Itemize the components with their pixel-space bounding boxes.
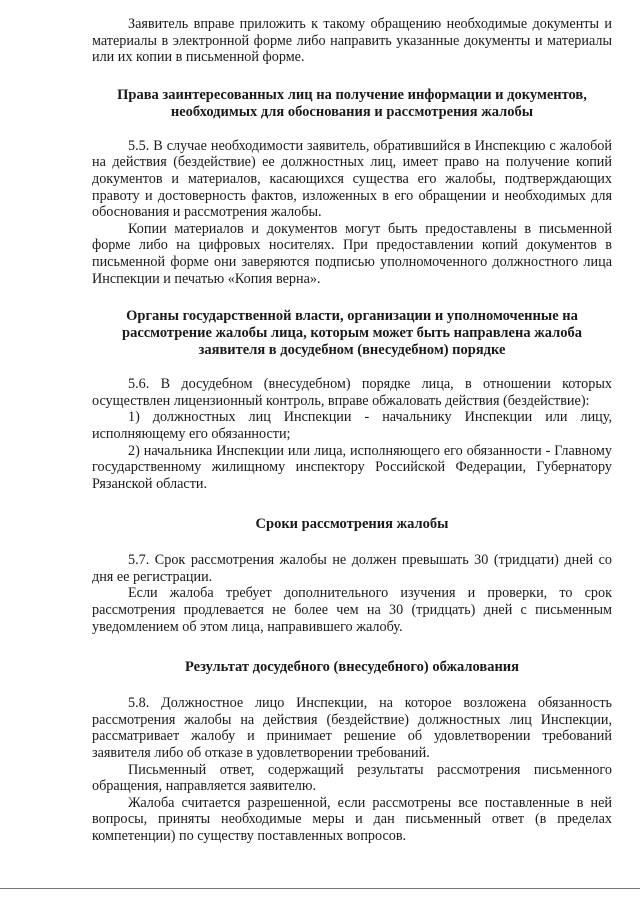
paragraph-5-5: 5.5. В случае необходимости заявитель, обратившийся в Инспекцию с жалобой на действия (бездействие) ее должностных лиц, имеет право на получение копий документов и материалов, касающихся существа его жалобы, подтверждающих правоту и достоверность фактов, изложенных в его обращении и необходимых для обоснования и рассмотрения жалобы. xyxy=(92,137,612,221)
section-heading-authorities: Органы государственной власти, организации и уполномоченные на рассмотрение жалобы лица, которым может быть направлена жалоба заявителя в досудебном (внесудебном) порядке xyxy=(122,308,582,359)
intro-paragraph: Заявитель вправе приложить к такому обращению необходимые документы и материалы в электронной форме либо направить указанные документы и материалы или их копии в письменной форме. xyxy=(92,16,612,66)
paragraph-extension: Если жалоба требует дополнительного изучения и проверки, то срок рассмотрения продлевается не более чем на 30 (тридцать) дней с письменным уведомлением об этом лица, направившего жалобу. xyxy=(92,585,612,635)
list-item-1: 1) должностных лиц Инспекции - начальнику Инспекции или лицу, исполняющему его обязанности; xyxy=(92,409,612,442)
section-heading-rights: Права заинтересованных лиц на получение информации и документов, необходимых для обоснования и рассмотрения жалобы xyxy=(117,86,587,120)
paragraph-copies: Копии материалов и документов могут быть предоставлены в письменной форме либо на цифровых носителях. При предоставлении копий документов в письменной форме они заверяются подписью уполномоченного должностного лица Инспекции и печатью «Копия верна». xyxy=(92,220,612,287)
paragraph-resolved: Жалоба считается разрешенной, если рассмотрены все поставленные в ней вопросы, приняты необходимые меры и дан письменный ответ (в пределах компетенции) по существу поставленных вопросов. xyxy=(92,794,612,844)
page-bottom-rule xyxy=(0,888,640,889)
paragraph-5-6: 5.6. В досудебном (внесудебном) порядке лица, в отношении которых осуществлен лицензионный контроль, вправе обжаловать действия (бездействие): xyxy=(92,376,612,409)
paragraph-written-answer: Письменный ответ, содержащий результаты рассмотрения письменного обращения, направляется заявителю. xyxy=(92,761,612,795)
list-item-2: 2) начальника Инспекции или лица, исполняющего его обязанности - Главному государственному жилищному инспектору Российской Федерации, Губернатору Рязанской области. xyxy=(92,442,612,492)
section-heading-terms: Сроки рассмотрения жалобы xyxy=(255,516,449,533)
paragraph-5-8: 5.8. Должностное лицо Инспекции, на которое возложена обязанность рассмотрения жалобы на действия (бездействие) должностных лиц Инспекции, рассматривает жалобу и принимает решение об удовлетворении требований заявителя либо об отказе в удовлетворении требований. xyxy=(92,695,612,762)
paragraph-5-7: 5.7. Срок рассмотрения жалобы не должен превышать 30 (тридцати) дней со дня ее регистрации. xyxy=(92,552,612,585)
section-heading-result: Результат досудебного (внесудебного) обжалования xyxy=(184,659,520,676)
document-body xyxy=(92,16,612,845)
